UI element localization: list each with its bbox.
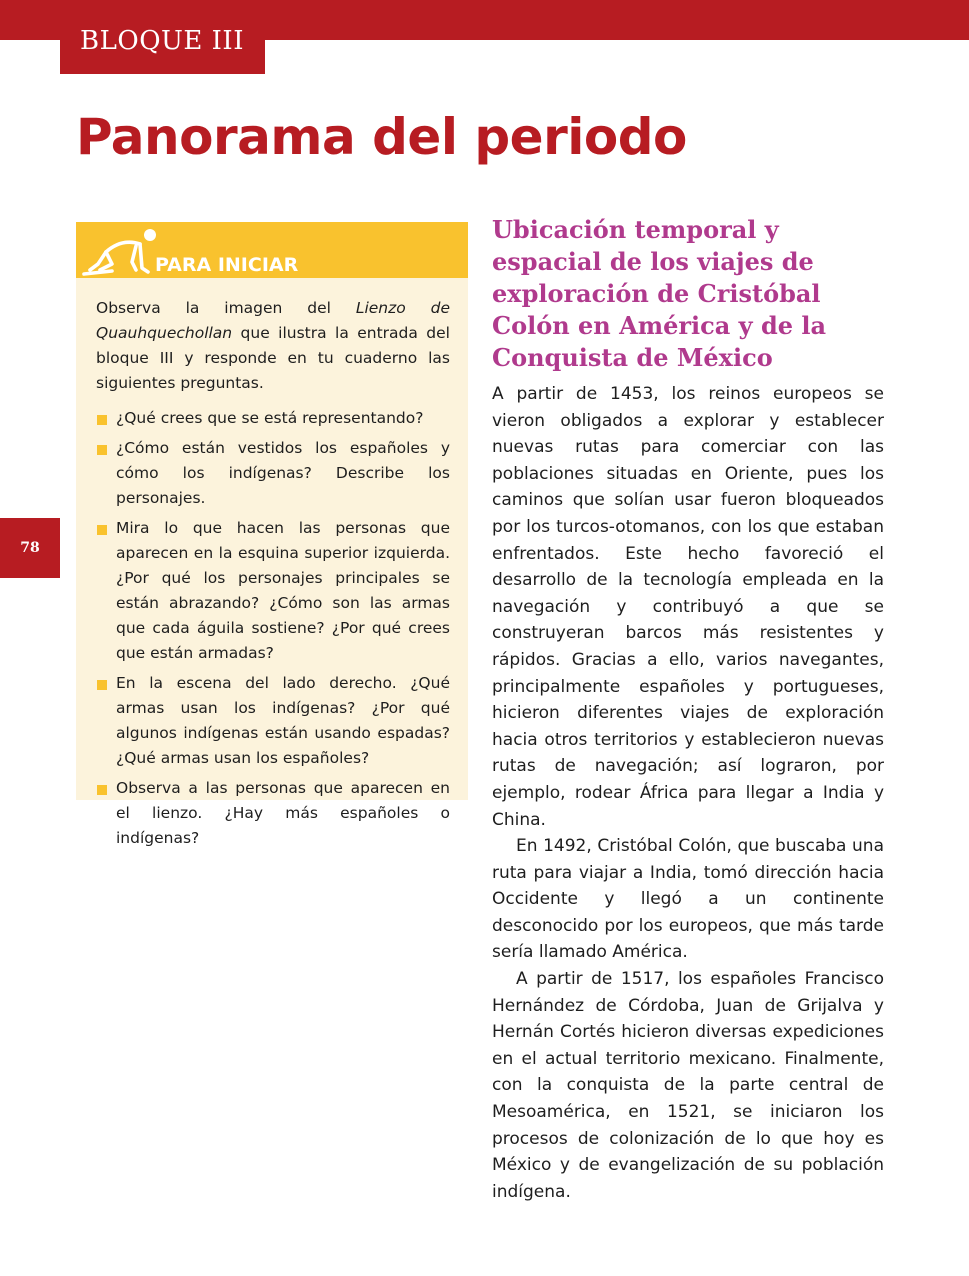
square-bullet-icon: [97, 525, 107, 535]
box-header: [76, 222, 468, 278]
question-list: [96, 406, 450, 851]
paragraph: En 1492, Cristóbal Colón, que buscaba una ruta para viajar a India, tomó dirección hacia Occidente y llegó a un continente desconocido por los europeos, que más tarde sería llamado América.: [492, 836, 884, 963]
section-heading: Ubicación temporal y espacial de los viajes de exploración de Cristóbal Colón en América y de la Conquista de México: [492, 215, 827, 372]
para-iniciar-box: [76, 222, 468, 847]
box-intro: Observa la imagen del Lienzo de Quauhquechollan que ilustra la entrada del bloque III y responde en tu cuaderno las siguientes preguntas.: [96, 299, 450, 392]
list-item: Observa a las personas que aparecen en el lienzo. ¿Hay más españoles o indígenas?: [96, 776, 450, 851]
square-bullet-icon: [97, 445, 107, 455]
sprinter-start-icon: [82, 224, 156, 276]
paragraph: A partir de 1517, los españoles Francisco Hernández de Córdoba, Juan de Grijalva y Hernán Cortés hicieron diversas expediciones en el actual territorio mexicano. Finalmente, con la conquista de la parte central de Mesoamérica, en 1521, se iniciaron los procesos de colonización de lo que hoy es México y de evangelización de su población indígena.: [492, 969, 884, 1202]
block-label: BLOQUE III: [60, 0, 265, 74]
box-title: PARA INICIAR: [155, 254, 299, 276]
square-bullet-icon: [97, 415, 107, 425]
list-item: En la escena del lado derecho. ¿Qué armas usan los indígenas? ¿Por qué algunos indígenas están usando espadas? ¿Qué armas usan los españoles?: [96, 671, 450, 771]
box-body: [96, 296, 450, 856]
list-item: Mira lo que hacen las personas que aparecen en la esquina superior izquierda. ¿Por qué los personajes principales se están abrazando? ¿Cómo son las armas que cada águila sostiene? ¿Por qué crees que están armadas?: [96, 516, 450, 666]
artwork-title: Lienzo de Quauhquechollan: [96, 299, 450, 342]
list-item: ¿Qué crees que se está representando?: [96, 406, 450, 431]
paragraph: A partir de 1453, los reinos europeos se vieron obligados a explorar y establecer nuevas rutas para comerciar con las poblaciones situadas en Oriente, pues los caminos que solían usar fueron bloqueados por los turcos-otomanos, con los que estaban enfrentados. Este hecho favoreció el desarrollo de la tecnología empleada en la navegación y contribuyó a que se construyeran barcos más resistentes y rápidos. Gracias a ello, varios navegantes, principalmente españoles y portugueses, hicieron diferentes viajes de exploración hacia otros territorios y establecieron nuevas rutas de navegación; así lograron, por ejemplo, rodear África para llegar a India y China.: [492, 384, 884, 830]
square-bullet-icon: [97, 785, 107, 795]
page-title: Panorama del periodo: [76, 108, 687, 166]
square-bullet-icon: [97, 680, 107, 690]
main-text: [492, 381, 884, 1205]
page-number-tab: [0, 518, 60, 578]
list-item: ¿Cómo están vestidos los españoles y cómo los indígenas? Describe los personajes.: [96, 436, 450, 511]
page-number: 78: [20, 540, 40, 556]
